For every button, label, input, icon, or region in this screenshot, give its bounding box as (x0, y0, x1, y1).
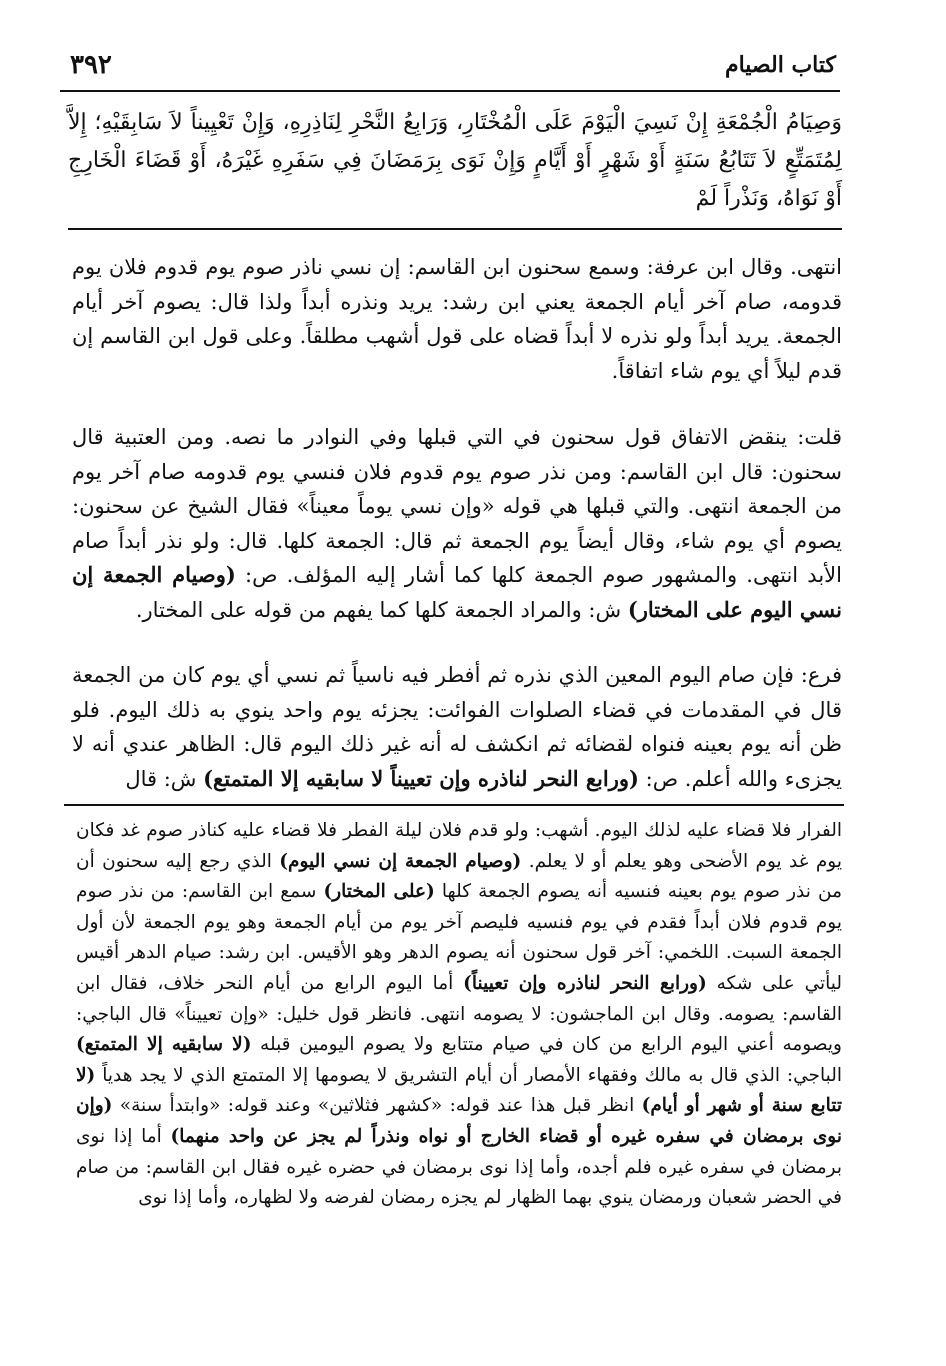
book-title: كتاب الصيام (724, 52, 836, 78)
commentary-paragraph-1: انتهى. وقال ابن عرفة: وسمع سحنون ابن القاسم: إن نسي ناذر صوم يوم قدوم فلان يوم قدومه، صام آخر أيام الجمعة يعني ابن رشد: يريد ونذره أبداً ولذا قال: يصوم آخر أيام الجمعة. يريد أبداً ولو نذره لا أبداً قضاه على قول أشهب مطلقاً. وعلى قول ابن القاسم إن قدم ليلاً أي يوم شاء اتفاقاً. (72, 255, 842, 383)
commentary-paragraph-2 (72, 420, 842, 627)
footnote-divider (64, 804, 844, 806)
commentary-paragraph-3 (72, 658, 842, 796)
footnote-text: انظر قبل هذا عند قوله: «كشهر فثلاثين» وعند قوله: «وابتدأ سنة» (119, 1095, 635, 1117)
paragraph-text: ش: والمراد الجمعة كلها كما يفهم من قوله على المختار. (135, 597, 622, 622)
quoted-matn: (لا تتابع سنة أو شهر أو أيام) (76, 1064, 842, 1117)
paragraph-text: ش: قال (125, 766, 197, 791)
paragraph-text: قلت: ينقض الاتفاق قول سحنون في التي قبلها وفي النوادر ما نصه. ومن العتبية قال سحنون: قال ابن القاسم: ومن نذر صوم يوم قدوم فلان فنسي يوم قدومه صام آخر يوم من الجمعة انتهى. والتي قبلها هي قوله «وإن نسي يوماً معيناً» فقال الشيخ عن سحنون: يصوم أي يوم شاء، وقال أيضاً يوم الجمعة ثم قال: الجمعة كلها. قال: ولو نذر أبداً صام الأبد انتهى. والمشهور صوم الجمعة كلها كما أشار إليه المؤلف. ص: (72, 425, 842, 587)
page (60, 28, 864, 1348)
footnote-text: أما إذا نوى برمضان في سفره غيره فلم أجده، وأما إذا نوى برمضان في حضره غيره فقال ابن القاسم: من صام في الحضر شعبان ورمضان ينوي بهما الظهار لم يجزه رمضان لفرضه ولا لظهاره، وأما إذا نوى (76, 1125, 842, 1209)
quoted-matn: (وصيام الجمعة إن نسي اليوم) (279, 850, 522, 872)
page-header (60, 46, 840, 92)
matn-text: وَصِيَامُ الْجُمْعَةِ إِنْ نَسِيَ الْيَوْمَ عَلَى الْمُخْتَارِ، وَرَابِعُ النَّحْرِ لِنَاذِرِهِ، وَإِنْ تَعْيِيناً لاَ سَابِقَيْهِ؛ إِلاَّ لِمُتَمَتِّعٍ لاَ تَتَابُعُ سَنَةٍ أَوْ شَهْرٍ أَوْ أَيَّامٍ وَإِنْ نَوَى بِرَمَضَانَ فِي سَفَرِهِ غَيْرَهُ، أَوْ قَضَاءَ الْخَارِجِ أَوْ نَوَاهُ، وَنَذْراً لَمْ (68, 104, 842, 230)
footnote-text: أما اليوم الرابع من أيام النحر خلاف، فقال ابن القاسم: يصومه. وقال ابن الماجشون: لا يصومه انتهى. فانظر قول خليل: «وإن تعييناً» قال الباجي: ويصومه أعني اليوم الرابع من كان في صيام متتابع ولا يصوم اليومين قبله (76, 972, 842, 1056)
quoted-matn: (ورابع النحر لناذره وإن تعييناً لا سابقيه إلا المتمتع) (203, 765, 639, 791)
quoted-matn: (وإن نوى برمضان في سفره غيره أو قضاء الخارج أو نواه ونذراً لم يجز عن واحد منهما) (76, 1095, 842, 1147)
quoted-matn: (وصيام الجمعة إن نسي اليوم على المختار) (72, 562, 842, 622)
footnote-text: الذي رجع إليه سحنون أن من نذر صوم يوم بعينه فنسيه أنه يصوم الجمعة كلها (76, 850, 842, 903)
footnote-text: الباجي: الذي قال به مالك وفقهاء الأمصار أن أيام التشريق لا يصومها إلا المتمتع الذي لا يجد هدياً (102, 1064, 842, 1086)
footnote-text: الفرار فلا قضاء عليه لذلك اليوم. أشهب: ولو قدم فلان ليلة الفطر فلا قضاء عليه كناذر صوم غد فكان يوم غد يوم الأضحى وهو يعلم أو لا يعلم. (76, 820, 842, 872)
quoted-matn: (ورابع النحر لناذره وإن تعييناً) (463, 972, 707, 994)
quoted-matn: (على المختار) (323, 881, 435, 903)
footnote (76, 816, 842, 1214)
page-number: ٣٩٢ (70, 50, 112, 80)
footnote-text: سمع ابن القاسم: من نذر صوم يوم قدوم فلان أبداً فقدم في يوم فنسيه فليصم آخر يوم من أيام الجمعة وهو يوم الجمعة لأن أول الجمعة السبت. اللخمي: آخر قول سحنون أنه يصوم الدهر وهو الأقيس. ابن رشد: صيام الدهر أقيس ليأتي على شكه (76, 881, 842, 994)
quoted-matn: (لا سابقيه إلا المتمتع) (76, 1034, 252, 1056)
paragraph-text: فرع: فإن صام اليوم المعين الذي نذره ثم أفطر فيه ناسياً ثم نسي أي يوم كان من الجمعة قال في المقدمات في قضاء الصلوات الفوائت: يجزئه يوم واحد ينوي به ذلك اليوم. فلو ظن أنه يوم بعينه فنواه لقضائه ثم انكشف له أنه غير ذلك اليوم قال: الظاهر عندي أنه لا يجزىء والله أعلم. ص: (72, 663, 842, 791)
